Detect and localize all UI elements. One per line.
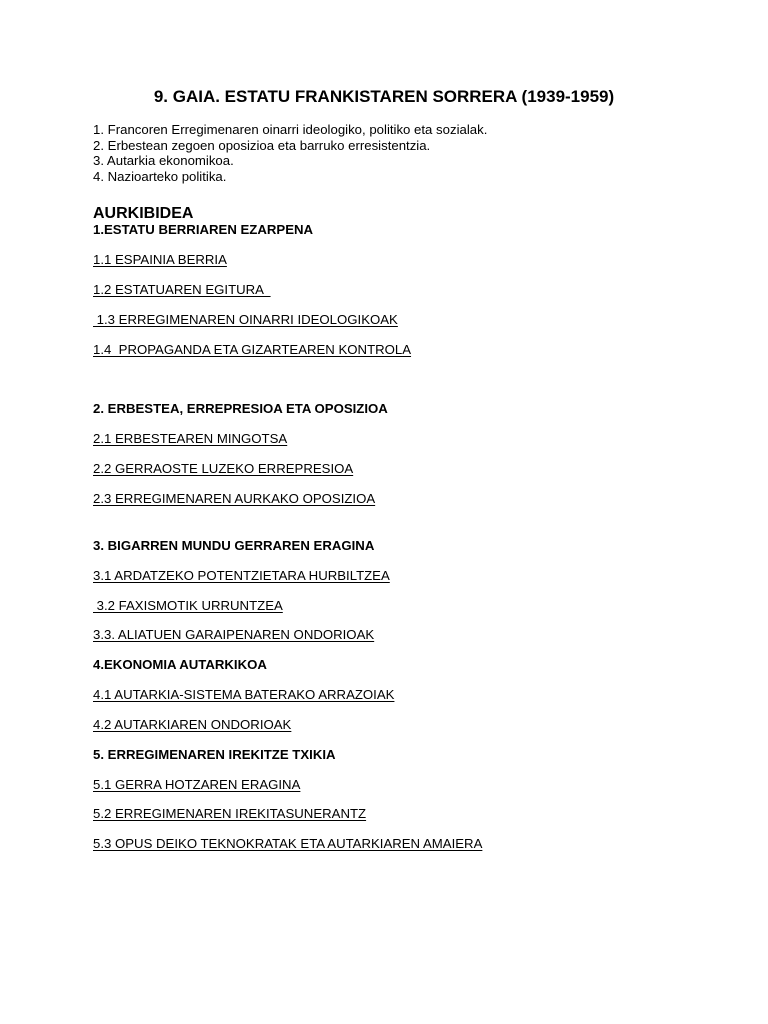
toc-link-4-2[interactable]: 4.2 AUTARKIAREN ONDORIOAK [93,717,292,732]
toc-section-5: 5. ERREGIMENAREN IREKITZE TXIKIA [93,747,336,762]
toc-link-5-2[interactable]: 5.2 ERREGIMENAREN IREKITASUNERANTZ [93,806,367,821]
toc-link-2-2[interactable]: 2.2 GERRAOSTE LUZEKO ERREPRESIOA [93,461,354,476]
toc-link-2-1[interactable]: 2.1 ERBESTEAREN MINGOTSA [93,431,288,446]
toc-section-4: 4.EKONOMIA AUTARKIKOA [93,657,267,672]
toc-link-1-2[interactable]: 1.2 ESTATUAREN EGITURA [93,282,271,297]
toc-link-5-3[interactable]: 5.3 OPUS DEIKO TEKNOKRATAK ETA AUTARKIAREN AMAIERA [93,836,483,851]
toc-section-2: 2. ERBESTEA, ERREPRESIOA ETA OPOSIZIOA [93,401,388,416]
toc-link-3-2[interactable]: 3.2 FAXISMOTIK URRUNTZEA [93,598,283,613]
objective-item: 4. Nazioarteko politika. [93,168,227,184]
document-title: 9. GAIA. ESTATU FRANKISTAREN SORRERA (1939-1959) [153,87,615,106]
objective-item: 3. Autarkia ekonomikoa. [93,153,234,168]
objective-item: 2. Erbestean zegoen oposizioa eta barruko erresistentzia. [93,137,431,153]
toc-link-1-4[interactable]: 1.4 PROPAGANDA ETA GIZARTEAREN KONTROLA [93,342,412,357]
objectives-list [93,122,487,184]
toc-link-1-1[interactable]: 1.1 ESPAINIA BERRIA [93,252,227,267]
toc-link-3-1[interactable]: 3.1 ARDATZEKO POTENTZIETARA HURBILTZEA [93,568,390,583]
objective-item: 1. Francoren Erregimenaren oinarri ideologiko, politiko eta sozialak. [93,122,488,137]
toc-link-1-3[interactable]: 1.3 ERREGIMENAREN OINARRI IDEOLOGIKOAK [93,312,398,327]
toc-link-3-3[interactable]: 3.3. ALIATUEN GARAIPENAREN ONDORIOAK [93,627,375,642]
toc-link-4-1[interactable]: 4.1 AUTARKIA-SISTEMA BATERAKO ARRAZOIAK [93,687,395,702]
toc-link-2-3[interactable]: 2.3 ERREGIMENAREN AURKAKO OPOSIZIOA [93,491,376,506]
toc-section-3: 3. BIGARREN MUNDU GERRAREN ERAGINA [93,538,375,553]
index-heading: AURKIBIDEA [93,205,194,222]
toc-link-5-1[interactable]: 5.1 GERRA HOTZAREN ERAGINA [93,777,301,792]
toc-section-1: 1.ESTATU BERRIAREN EZARPENA [93,222,314,237]
